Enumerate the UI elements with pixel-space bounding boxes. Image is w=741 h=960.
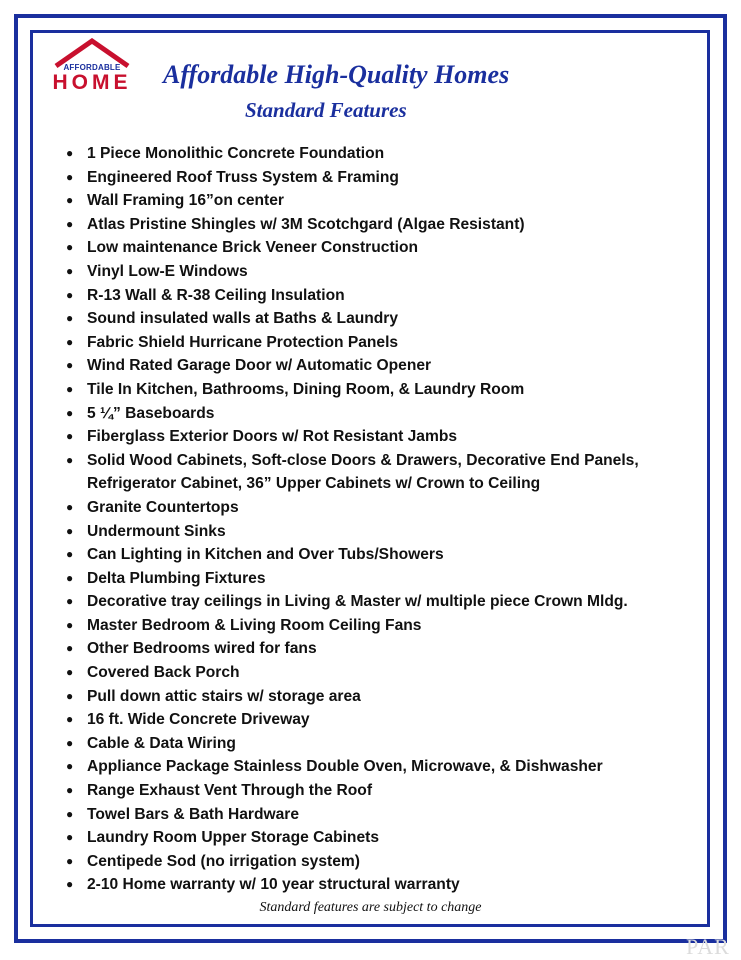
feature-text: Delta Plumbing Fixtures <box>87 569 266 587</box>
bullet-icon: ● <box>66 665 74 680</box>
feature-item <box>62 755 702 779</box>
footnote: Standard features are subject to change <box>259 900 482 915</box>
bullet-icon: ● <box>66 712 74 727</box>
bullet-icon: ● <box>66 499 74 514</box>
feature-item <box>62 449 702 496</box>
bullet-icon: ● <box>66 570 74 585</box>
bullet-icon: ● <box>66 735 74 750</box>
page-title: Affordable High-Quality Homes <box>163 60 510 89</box>
feature-text: Fabric Shield Hurricane Protection Panels <box>87 333 399 351</box>
feature-text: Laundry Room Upper Storage Cabinets <box>87 829 379 847</box>
bullet-icon: ● <box>66 287 74 302</box>
feature-text: Wall Framing 16”on center <box>87 192 284 210</box>
watermark: PAR <box>686 934 730 959</box>
feature-text: Vinyl Low-E Windows <box>87 262 248 280</box>
logo-bottom-text: HOME <box>52 71 132 94</box>
bullet-icon: ● <box>66 358 74 373</box>
feature-text: Range Exhaust Vent Through the Roof <box>87 782 373 800</box>
feature-text: Centipede Sod (no irrigation system) <box>87 852 360 870</box>
feature-item <box>62 166 702 190</box>
feature-item <box>62 637 702 661</box>
feature-text: 1 Piece Monolithic Concrete Foundation <box>87 145 385 162</box>
bullet-icon: ● <box>66 806 74 821</box>
bullet-icon: ● <box>66 877 74 892</box>
bullet-icon: ● <box>66 759 74 774</box>
feature-item <box>62 590 702 614</box>
bullet-icon: ● <box>66 263 74 278</box>
feature-text: Covered Back Porch <box>87 664 240 682</box>
feature-text: Cable & Data Wiring <box>87 734 236 752</box>
feature-item <box>62 520 702 544</box>
feature-item <box>62 213 702 237</box>
bullet-icon: ● <box>66 193 74 208</box>
feature-item <box>62 685 702 709</box>
feature-item <box>62 873 702 897</box>
feature-text: Other Bedrooms wired for fans <box>87 640 317 658</box>
bullet-icon: ● <box>66 405 74 420</box>
bullet-icon: ● <box>66 783 74 798</box>
feature-item <box>62 826 702 850</box>
feature-item <box>62 496 702 520</box>
feature-text: Solid Wood Cabinets, Soft-close Doors & Drawers, Decorative End Panels, Refrigerator Cabinet, 36” Upper Cabinets w/ Crown to Ceiling <box>87 451 639 493</box>
feature-item <box>62 236 702 260</box>
feature-item <box>62 567 702 591</box>
bullet-icon: ● <box>66 830 74 845</box>
bullet-icon: ● <box>66 688 74 703</box>
feature-item <box>62 425 702 449</box>
feature-list <box>62 142 702 897</box>
bullet-icon: ● <box>66 311 74 326</box>
feature-text: 16 ft. Wide Concrete Driveway <box>87 711 310 729</box>
feature-text: Tile In Kitchen, Bathrooms, Dining Room, & Laundry Room <box>87 380 525 398</box>
feature-item <box>62 661 702 685</box>
feature-text: Decorative tray ceilings in Living & Master w/ multiple piece Crown Mldg. <box>87 593 628 611</box>
feature-text: R-13 Wall & R-38 Ceiling Insulation <box>87 286 345 304</box>
bullet-icon: ● <box>66 523 74 538</box>
feature-item <box>62 543 702 567</box>
feature-text: Can Lighting in Kitchen and Over Tubs/Showers <box>87 546 444 564</box>
bullet-icon: ● <box>66 334 74 349</box>
feature-item <box>62 850 702 874</box>
feature-item <box>62 708 702 732</box>
feature-item <box>62 189 702 213</box>
bullet-icon: ● <box>66 216 74 231</box>
feature-text: Towel Bars & Bath Hardware <box>87 805 300 823</box>
bullet-icon: ● <box>66 146 74 160</box>
feature-text: Sound insulated walls at Baths & Laundry <box>87 310 399 328</box>
feature-text: 2-10 Home warranty w/ 10 year structural warranty <box>87 876 460 894</box>
affordable-home-logo <box>52 38 132 98</box>
feature-text: 5 ¼” Baseboards <box>87 404 215 422</box>
logo-top-text: AFFORDABLE <box>63 63 121 72</box>
bullet-icon: ● <box>66 594 74 609</box>
feature-text: Engineered Roof Truss System & Framing <box>87 168 399 186</box>
feature-item <box>62 260 702 284</box>
feature-text: Fiberglass Exterior Doors w/ Rot Resistant Jambs <box>87 428 458 446</box>
feature-text: Granite Countertops <box>87 498 239 516</box>
feature-item <box>62 378 702 402</box>
bullet-icon: ● <box>66 641 74 656</box>
feature-text: Master Bedroom & Living Room Ceiling Fans <box>87 616 422 634</box>
bullet-icon: ● <box>66 381 74 396</box>
bullet-icon: ● <box>66 617 74 632</box>
feature-item <box>62 402 702 426</box>
feature-item <box>62 732 702 756</box>
feature-item <box>62 284 702 308</box>
bullet-icon: ● <box>66 240 74 255</box>
feature-item <box>62 614 702 638</box>
feature-item <box>62 331 702 355</box>
page-subtitle: Standard Features <box>245 98 407 122</box>
bullet-icon: ● <box>66 169 74 184</box>
feature-item <box>62 779 702 803</box>
feature-item <box>62 354 702 378</box>
bullet-icon: ● <box>66 853 74 868</box>
feature-item <box>62 142 702 166</box>
bullet-icon: ● <box>66 429 74 444</box>
feature-text: Undermount Sinks <box>87 522 226 540</box>
feature-text: Low maintenance Brick Veneer Construction <box>87 239 419 257</box>
feature-text: Appliance Package Stainless Double Oven, Microwave, & Dishwasher <box>87 758 603 776</box>
feature-text: Atlas Pristine Shingles w/ 3M Scotchgard (Algae Resistant) <box>87 215 525 233</box>
bullet-icon: ● <box>66 547 74 562</box>
bullet-icon: ● <box>66 452 74 467</box>
feature-text: Wind Rated Garage Door w/ Automatic Opener <box>87 357 432 375</box>
feature-item <box>62 803 702 827</box>
feature-item <box>62 307 702 331</box>
feature-text: Pull down attic stairs w/ storage area <box>87 687 361 705</box>
